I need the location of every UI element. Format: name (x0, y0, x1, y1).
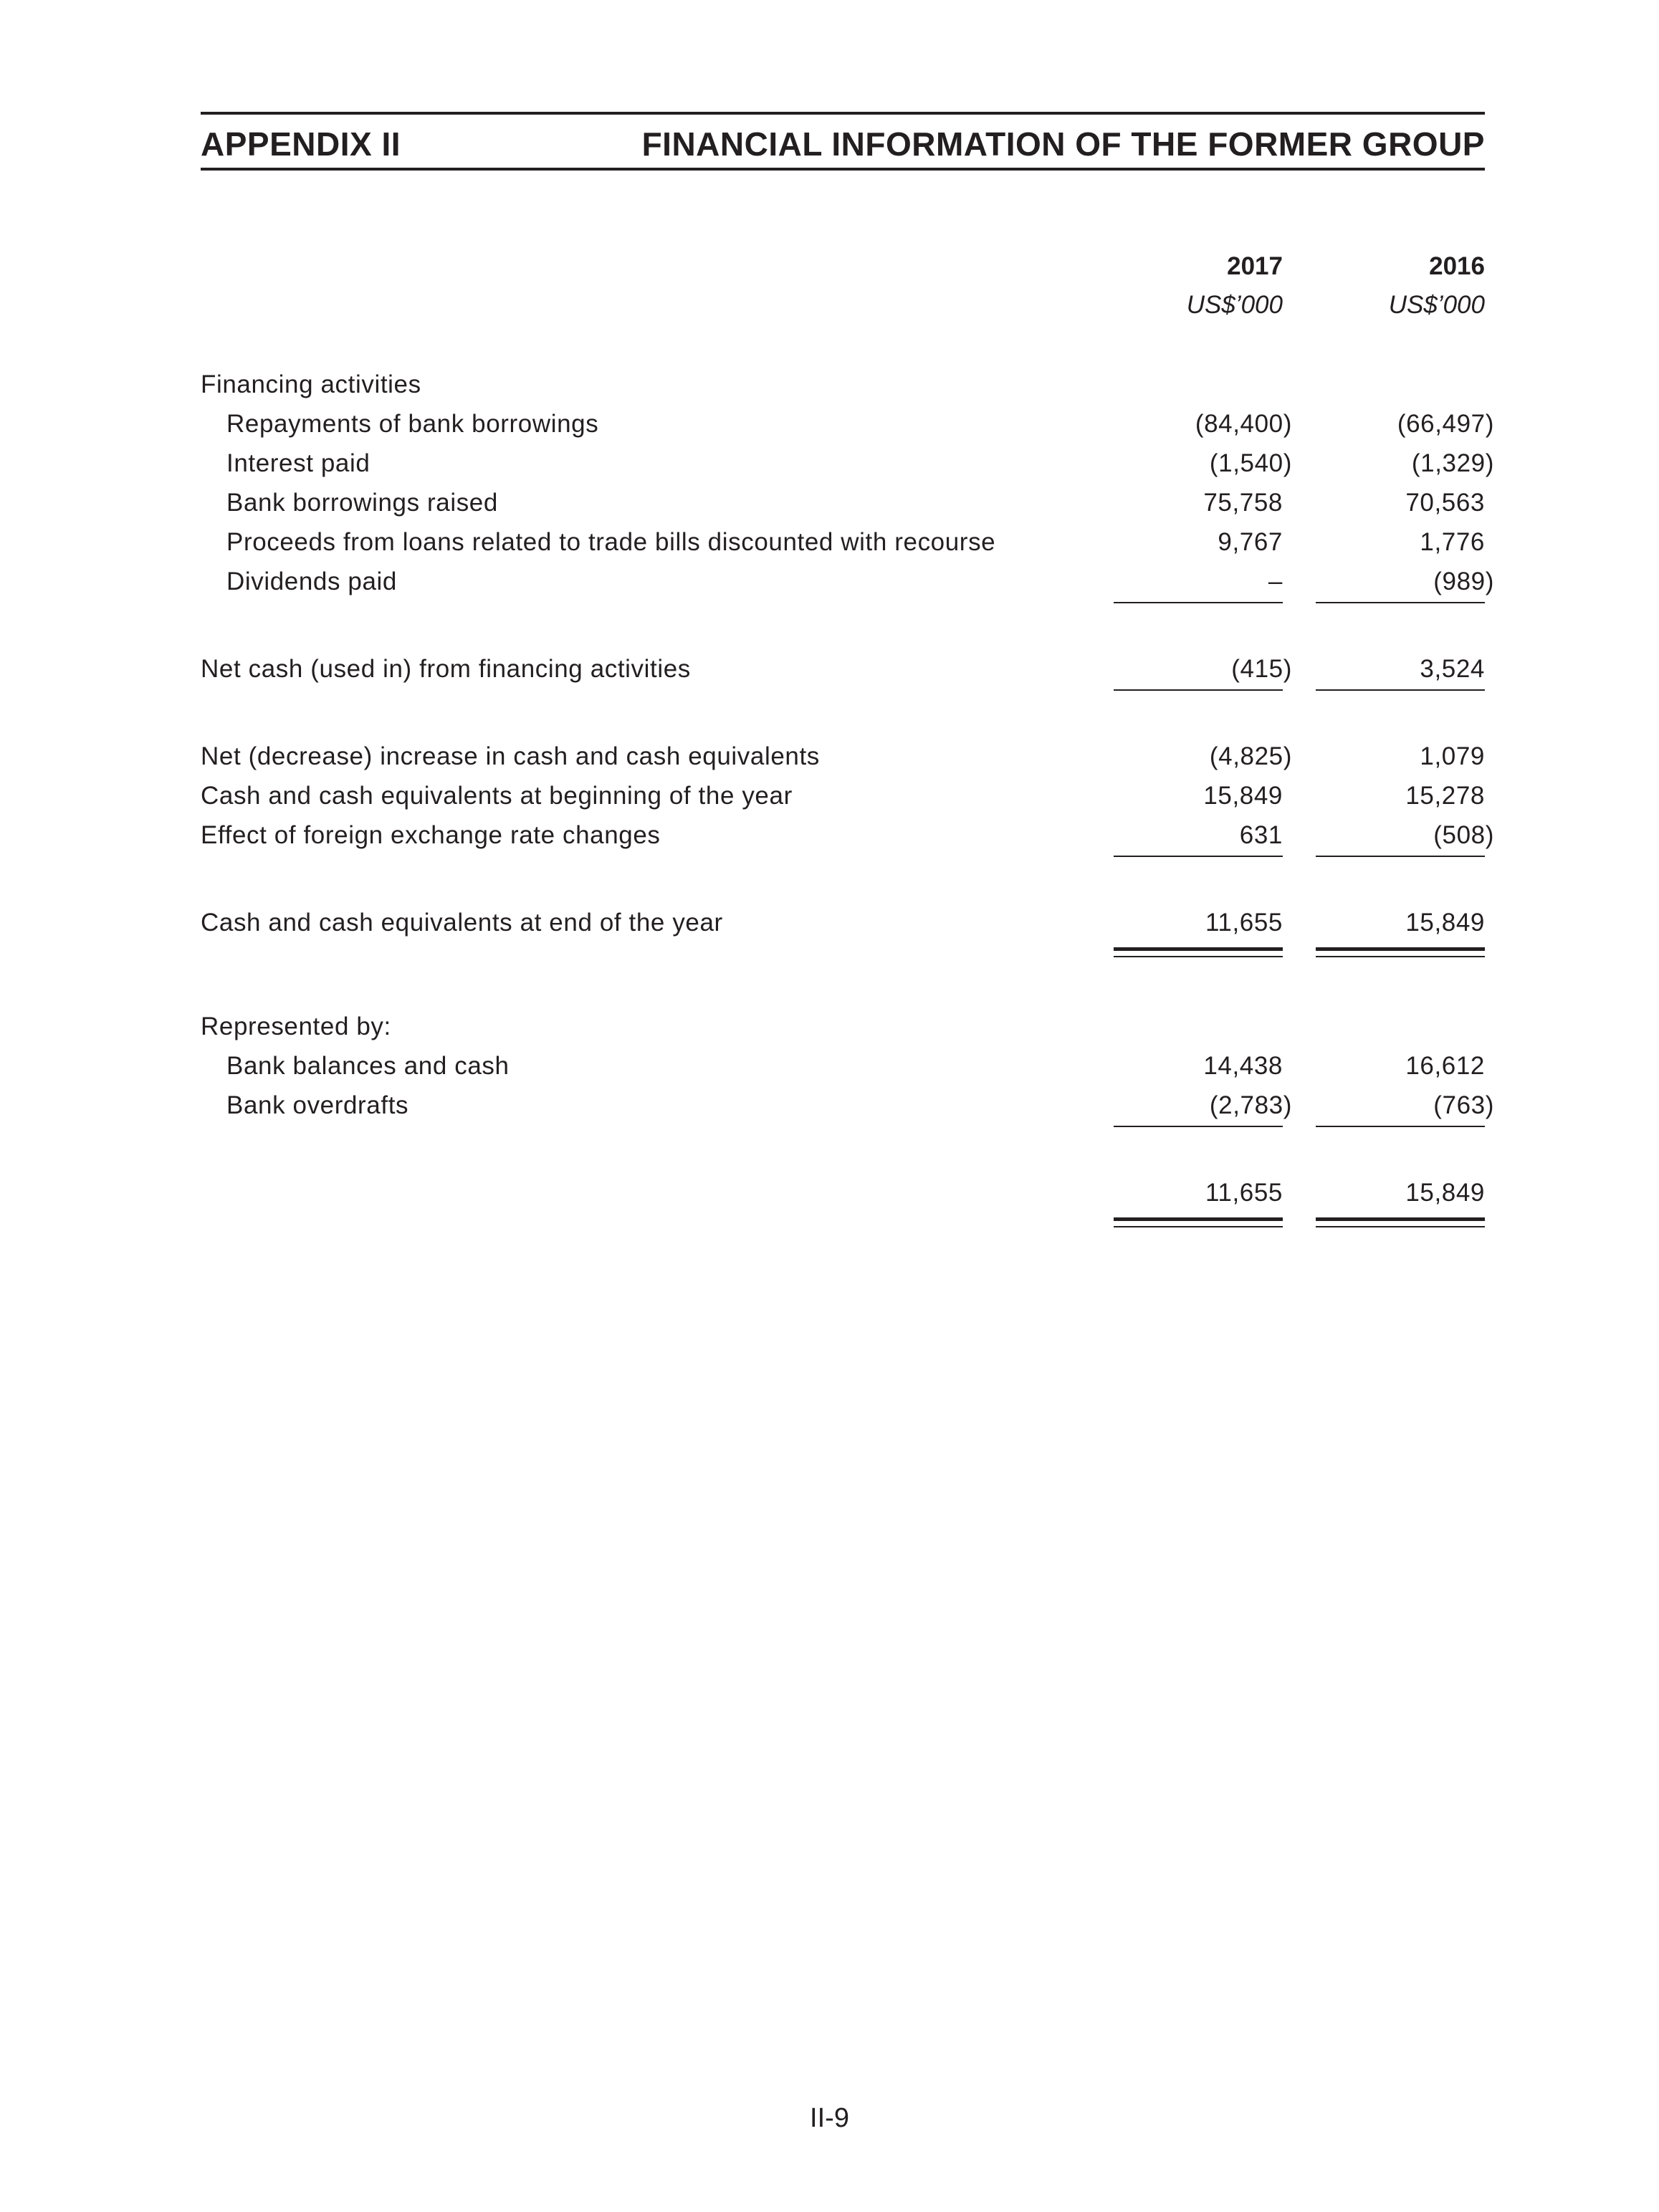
value-2016: 16,612 (1405, 1052, 1485, 1080)
row-label: Effect of foreign exchange rate changes (201, 821, 661, 849)
value-2017: 11,655 (1205, 909, 1283, 937)
row-label: Net (decrease) increase in cash and cash equivalents (201, 742, 820, 770)
value-2017: 631 (1239, 821, 1283, 849)
subtotal-rule-2016 (1316, 856, 1485, 857)
value-2017: (415) (1231, 655, 1292, 683)
subtotal-rule-2016 (1316, 689, 1485, 691)
row-label: Cash and cash equivalents at end of the year (201, 909, 723, 937)
value-2016: 1,776 (1420, 528, 1485, 556)
section-heading-financing (0, 370, 1659, 406)
table-row (0, 1091, 1659, 1127)
value-2017: 9,767 (1218, 528, 1283, 556)
total-2017: 11,655 (1205, 1179, 1283, 1207)
appendix-label: APPENDIX II (201, 125, 401, 163)
value-2017: (4,825) (1209, 742, 1292, 770)
subtotal-rule-2017 (1114, 1126, 1283, 1127)
row-label: Dividends paid (226, 568, 397, 595)
value-2017: (1,540) (1209, 449, 1292, 477)
value-2017: 75,758 (1203, 489, 1283, 517)
row-label: Repayments of bank borrowings (226, 410, 599, 438)
table-row (0, 528, 1659, 564)
row-label: Bank borrowings raised (226, 489, 498, 517)
row-label: Represented by: (201, 1012, 391, 1040)
table-row (0, 449, 1659, 485)
column-header-2017: 2017 (1227, 252, 1283, 280)
value-2017: (84,400) (1195, 410, 1292, 438)
value-2016: 15,849 (1405, 909, 1485, 937)
table-row (0, 742, 1659, 778)
row-label: Cash and cash equivalents at beginning of the year (201, 782, 793, 810)
table-row (0, 410, 1659, 446)
subtotal-rule-2017 (1114, 856, 1283, 857)
table-row (0, 568, 1659, 603)
table-row (0, 782, 1659, 818)
value-2016: (66,497) (1397, 410, 1494, 438)
table-row-total (0, 1179, 1659, 1215)
page-number: II-9 (810, 2103, 849, 2133)
value-2016: (763) (1433, 1091, 1494, 1119)
table-row-net-financing (0, 655, 1659, 691)
value-2016: 1,079 (1420, 742, 1485, 770)
value-2016: 3,524 (1420, 655, 1485, 683)
value-2016: (989) (1433, 568, 1494, 595)
value-2017: (2,783) (1209, 1091, 1292, 1119)
row-label: Interest paid (226, 449, 370, 477)
section-title: FINANCIAL INFORMATION OF THE FORMER GROUP (641, 125, 1485, 163)
column-unit-2017: US$’000 (1186, 291, 1283, 319)
row-label: Financing activities (201, 370, 421, 398)
total-2016: 15,849 (1405, 1179, 1485, 1207)
total-double-rule-2016 (1316, 1217, 1485, 1221)
row-label: Net cash (used in) from financing activities (201, 655, 691, 683)
table-row (0, 489, 1659, 525)
subtotal-rule-2016 (1316, 1126, 1485, 1127)
value-2017: 15,849 (1203, 782, 1283, 810)
value-2016: (508) (1433, 821, 1494, 849)
row-label: Proceeds from loans related to trade bills discounted with recourse (226, 528, 996, 556)
total-double-rule-2017 (1114, 1217, 1283, 1221)
value-2016: (1,329) (1411, 449, 1494, 477)
value-2016: 70,563 (1405, 489, 1485, 517)
column-header-2016: 2016 (1429, 252, 1485, 280)
table-row (0, 821, 1659, 857)
row-label: Bank overdrafts (226, 1091, 409, 1119)
subtotal-rule-2017 (1114, 689, 1283, 691)
value-2017: – (1268, 568, 1283, 595)
total-double-rule-2016 (1316, 947, 1485, 951)
table-row-end-of-year (0, 909, 1659, 944)
column-unit-2016: US$’000 (1388, 291, 1485, 319)
value-2016: 15,278 (1405, 782, 1485, 810)
table-row (0, 1052, 1659, 1088)
page-header (201, 112, 1485, 171)
total-double-rule-2017 (1114, 947, 1283, 951)
subtotal-rule-2016 (1316, 602, 1485, 603)
row-label: Bank balances and cash (226, 1052, 510, 1080)
section-heading-represented (0, 1012, 1659, 1048)
value-2017: 14,438 (1203, 1052, 1283, 1080)
subtotal-rule-2017 (1114, 602, 1283, 603)
